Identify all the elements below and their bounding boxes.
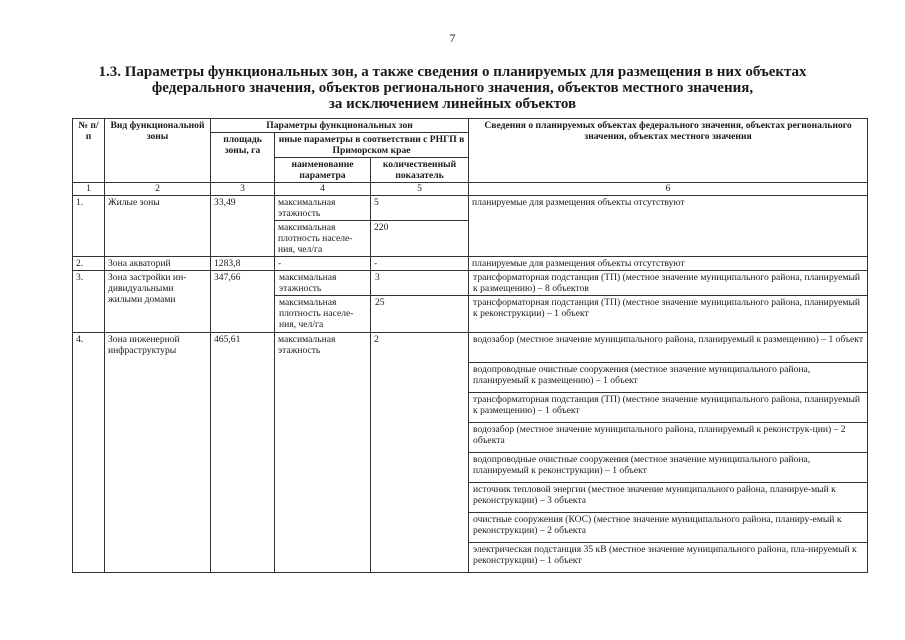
param-name: максимальная этажность [275, 333, 371, 573]
zone-area: 465,61 [211, 333, 275, 573]
row-number: 4. [73, 333, 105, 573]
column-number: 3 [211, 183, 275, 196]
column-number: 6 [469, 183, 868, 196]
planned-objects-list [469, 271, 868, 333]
section-heading [60, 64, 845, 112]
header-params-group: Параметры функциональных зон [211, 119, 469, 133]
param-name: максимальная этажность [279, 272, 337, 294]
column-numbers-row [73, 183, 868, 196]
planned-object: водопроводные очистные сооружения (местное значение муниципального района, планируемый к размещению) – 1 объект [469, 362, 867, 392]
zone-name: Зона акваторий [105, 257, 211, 271]
header-area: площадь зоны, га [211, 133, 275, 183]
planned-objects: планируемые для размещения объекты отсутствуют [469, 257, 868, 271]
planned-object: источник тепловой энергии (местное значение муниципального района, планируе-мый к реконструкции) – 3 объекта [469, 482, 867, 512]
planned-object: водозабор (местное значение муниципального района, планируемый к размещению) – 1 объект [473, 334, 864, 345]
param-name: - [275, 257, 371, 271]
header-zone-type: Вид функциональной зоны [105, 119, 211, 183]
row-number: 3. [73, 271, 105, 333]
table-row [73, 333, 868, 573]
table-header [73, 119, 868, 196]
planned-objects-list [469, 333, 868, 573]
heading-line-2: федерального значения, объектов регионального значения, объектов местного значения, [151, 80, 754, 96]
param-value: - [371, 257, 469, 271]
column-number: 5 [371, 183, 469, 196]
param-name: максимальная этажность [275, 196, 371, 221]
zone-name: Зона инженерной инфраструктуры [105, 333, 211, 573]
zone-name: Жилые зоны [105, 196, 211, 257]
column-number: 2 [105, 183, 211, 196]
column-number: 4 [275, 183, 371, 196]
param-name: максимальная плотность населе-ния, чел/га [275, 221, 371, 257]
planned-object: водозабор (местное значение муниципального района, планируемый к реконструк-ции) – 2 объекта [469, 422, 867, 452]
param-name: максимальная плотность населе-ния, чел/га [275, 295, 370, 332]
planned-object: трансформаторная подстанция (ТП) (местное значение муниципального района, планируемый к реконструкции) – 1 объект [469, 295, 867, 332]
param-value: 2 [371, 333, 469, 573]
param-value: 220 [371, 221, 469, 257]
heading-line-1: 1.3. Параметры функциональных зон, а также сведения о планируемых для размещения в них объектах [98, 64, 807, 80]
zone-area: 33,49 [211, 196, 275, 257]
row-number: 1. [73, 196, 105, 257]
planned-object: очистные сооружения (КОС) (местное значение муниципального района, планиру-емый к реконструкции) – 2 объекта [469, 512, 867, 542]
param-value-list [371, 271, 469, 333]
planned-object: водопроводные очистные сооружения (местное значение муниципального района, планируемый к реконструкции) – 1 объект [469, 452, 867, 482]
param-value: 5 [371, 196, 469, 221]
planned-object: трансформаторная подстанция (ТП) (местное значение муниципального района, планируемый к размещению) – 1 объект [469, 392, 867, 422]
zone-parameters-table [72, 118, 868, 573]
param-value: 25 [371, 295, 468, 332]
table-row [73, 257, 868, 271]
zone-area: 347,66 [211, 271, 275, 333]
page-number: 7 [449, 31, 456, 45]
zone-name: Зона застройки ин-дивидуальными жилыми домами [105, 271, 211, 333]
planned-object: электрическая подстанция 35 кВ (местное значение муниципального района, пла-нируемый к реконструкции) – 1 объект [469, 542, 867, 572]
column-number: 1 [73, 183, 105, 196]
header-objects-info: Сведения о планируемых объектах федерального значения, объектах регионального значения, объектах местного значения [469, 119, 868, 183]
table-row [73, 196, 868, 221]
planned-objects: планируемые для размещения объекты отсутствуют [469, 196, 868, 257]
header-param-value: количественный показатель [371, 158, 469, 183]
header-no: № п/п [73, 119, 105, 183]
table-body [73, 196, 868, 573]
header-other-params: иные параметры в соответствии с РНГП в Приморском крае [275, 133, 469, 158]
planned-object: трансформаторная подстанция (ТП) (местное значение муниципального района, планируемый к размещению) – 8 объектов [473, 272, 861, 294]
header-param-name: наименование параметра [275, 158, 371, 183]
table-row [73, 271, 868, 333]
heading-line-3: за исключением линейных объектов [328, 96, 577, 112]
param-value: 3 [375, 272, 380, 283]
param-name-list [275, 271, 371, 333]
row-number: 2. [73, 257, 105, 271]
zone-area: 1283,8 [211, 257, 275, 271]
